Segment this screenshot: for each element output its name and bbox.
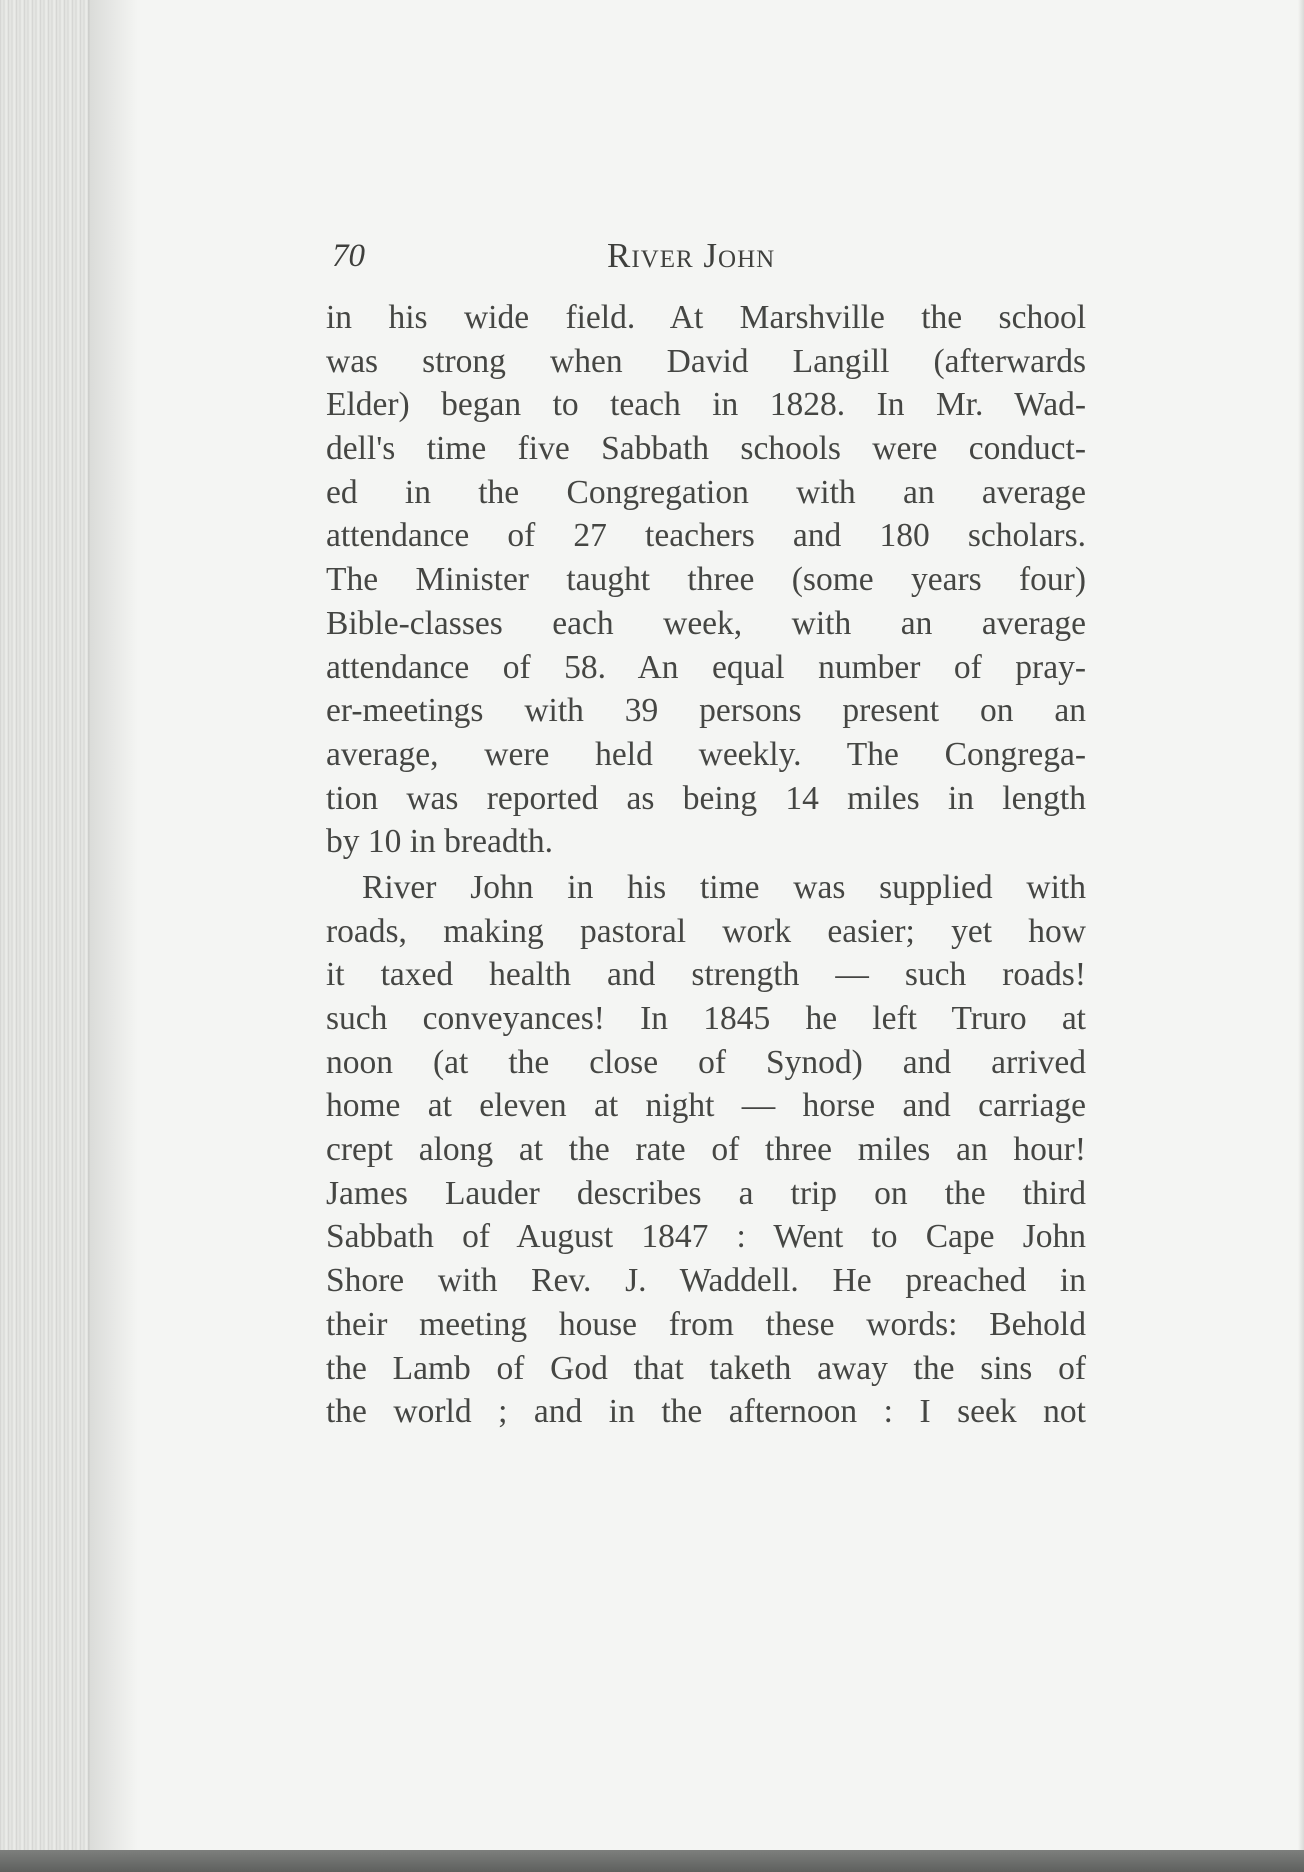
text-line: roads, making pastoral work easier; yet how — [326, 912, 1086, 950]
running-header — [332, 236, 1092, 284]
text-line: attendance of 58. An equal number of pray- — [326, 648, 1086, 686]
text-line: it taxed health and strength — such roads! — [326, 956, 1086, 994]
paragraph-1 — [326, 296, 1086, 864]
running-title: River John — [607, 236, 776, 275]
text-line: River John in his time was supplied with — [362, 868, 1086, 906]
text-line: noon (at the close of Synod) and arrived — [326, 1043, 1086, 1081]
text-line: Elder) began to teach in 1828. In Mr. Wad- — [326, 386, 1086, 424]
text-line: attendance of 27 teachers and 180 scholars. — [326, 517, 1086, 555]
text-line: the world ; and in the afternoon : I seek not — [326, 1393, 1086, 1431]
gutter-shadow — [88, 0, 138, 1850]
text-line: Bible-classes each week, with an average — [326, 604, 1086, 642]
text-line: such conveyances! In 1845 he left Truro at — [326, 1000, 1086, 1037]
text-line: their meeting house from these words: Behold — [326, 1305, 1086, 1343]
text-line: crept along at the rate of three miles an hour! — [326, 1131, 1086, 1169]
text-line: er-meetings with 39 persons present on an — [326, 692, 1086, 730]
text-line: dell's time five Sabbath schools were conduct- — [326, 430, 1086, 468]
text-line: by 10 in breadth. — [326, 823, 554, 861]
page-number: 70 — [332, 238, 365, 274]
text-line: tion was reported as being 14 miles in length — [326, 779, 1086, 817]
text-line: ed in the Congregation with an average — [326, 473, 1086, 511]
text-line: in his wide field. At Marshville the school — [326, 299, 1086, 336]
text-line: Sabbath of August 1847 : Went to Cape John — [326, 1218, 1086, 1256]
text-line: the Lamb of God that taketh away the sins of — [326, 1349, 1086, 1387]
text-line: James Lauder describes a trip on the third — [326, 1174, 1086, 1212]
scan-border — [0, 1850, 1304, 1872]
text-line: home at eleven at night — horse and carriage — [326, 1087, 1086, 1125]
page-right-edge — [1298, 0, 1304, 1850]
text-line: average, were held weekly. The Congrega- — [326, 735, 1086, 773]
text-line: The Minister taught three (some years four) — [326, 561, 1086, 599]
paragraph-2 — [326, 866, 1086, 1434]
stacked-page-edges — [0, 0, 90, 1850]
body-text — [326, 296, 1086, 1434]
text-line: was strong when David Langill (afterwards — [326, 342, 1086, 380]
text-line: Shore with Rev. J. Waddell. He preached in — [326, 1262, 1086, 1300]
